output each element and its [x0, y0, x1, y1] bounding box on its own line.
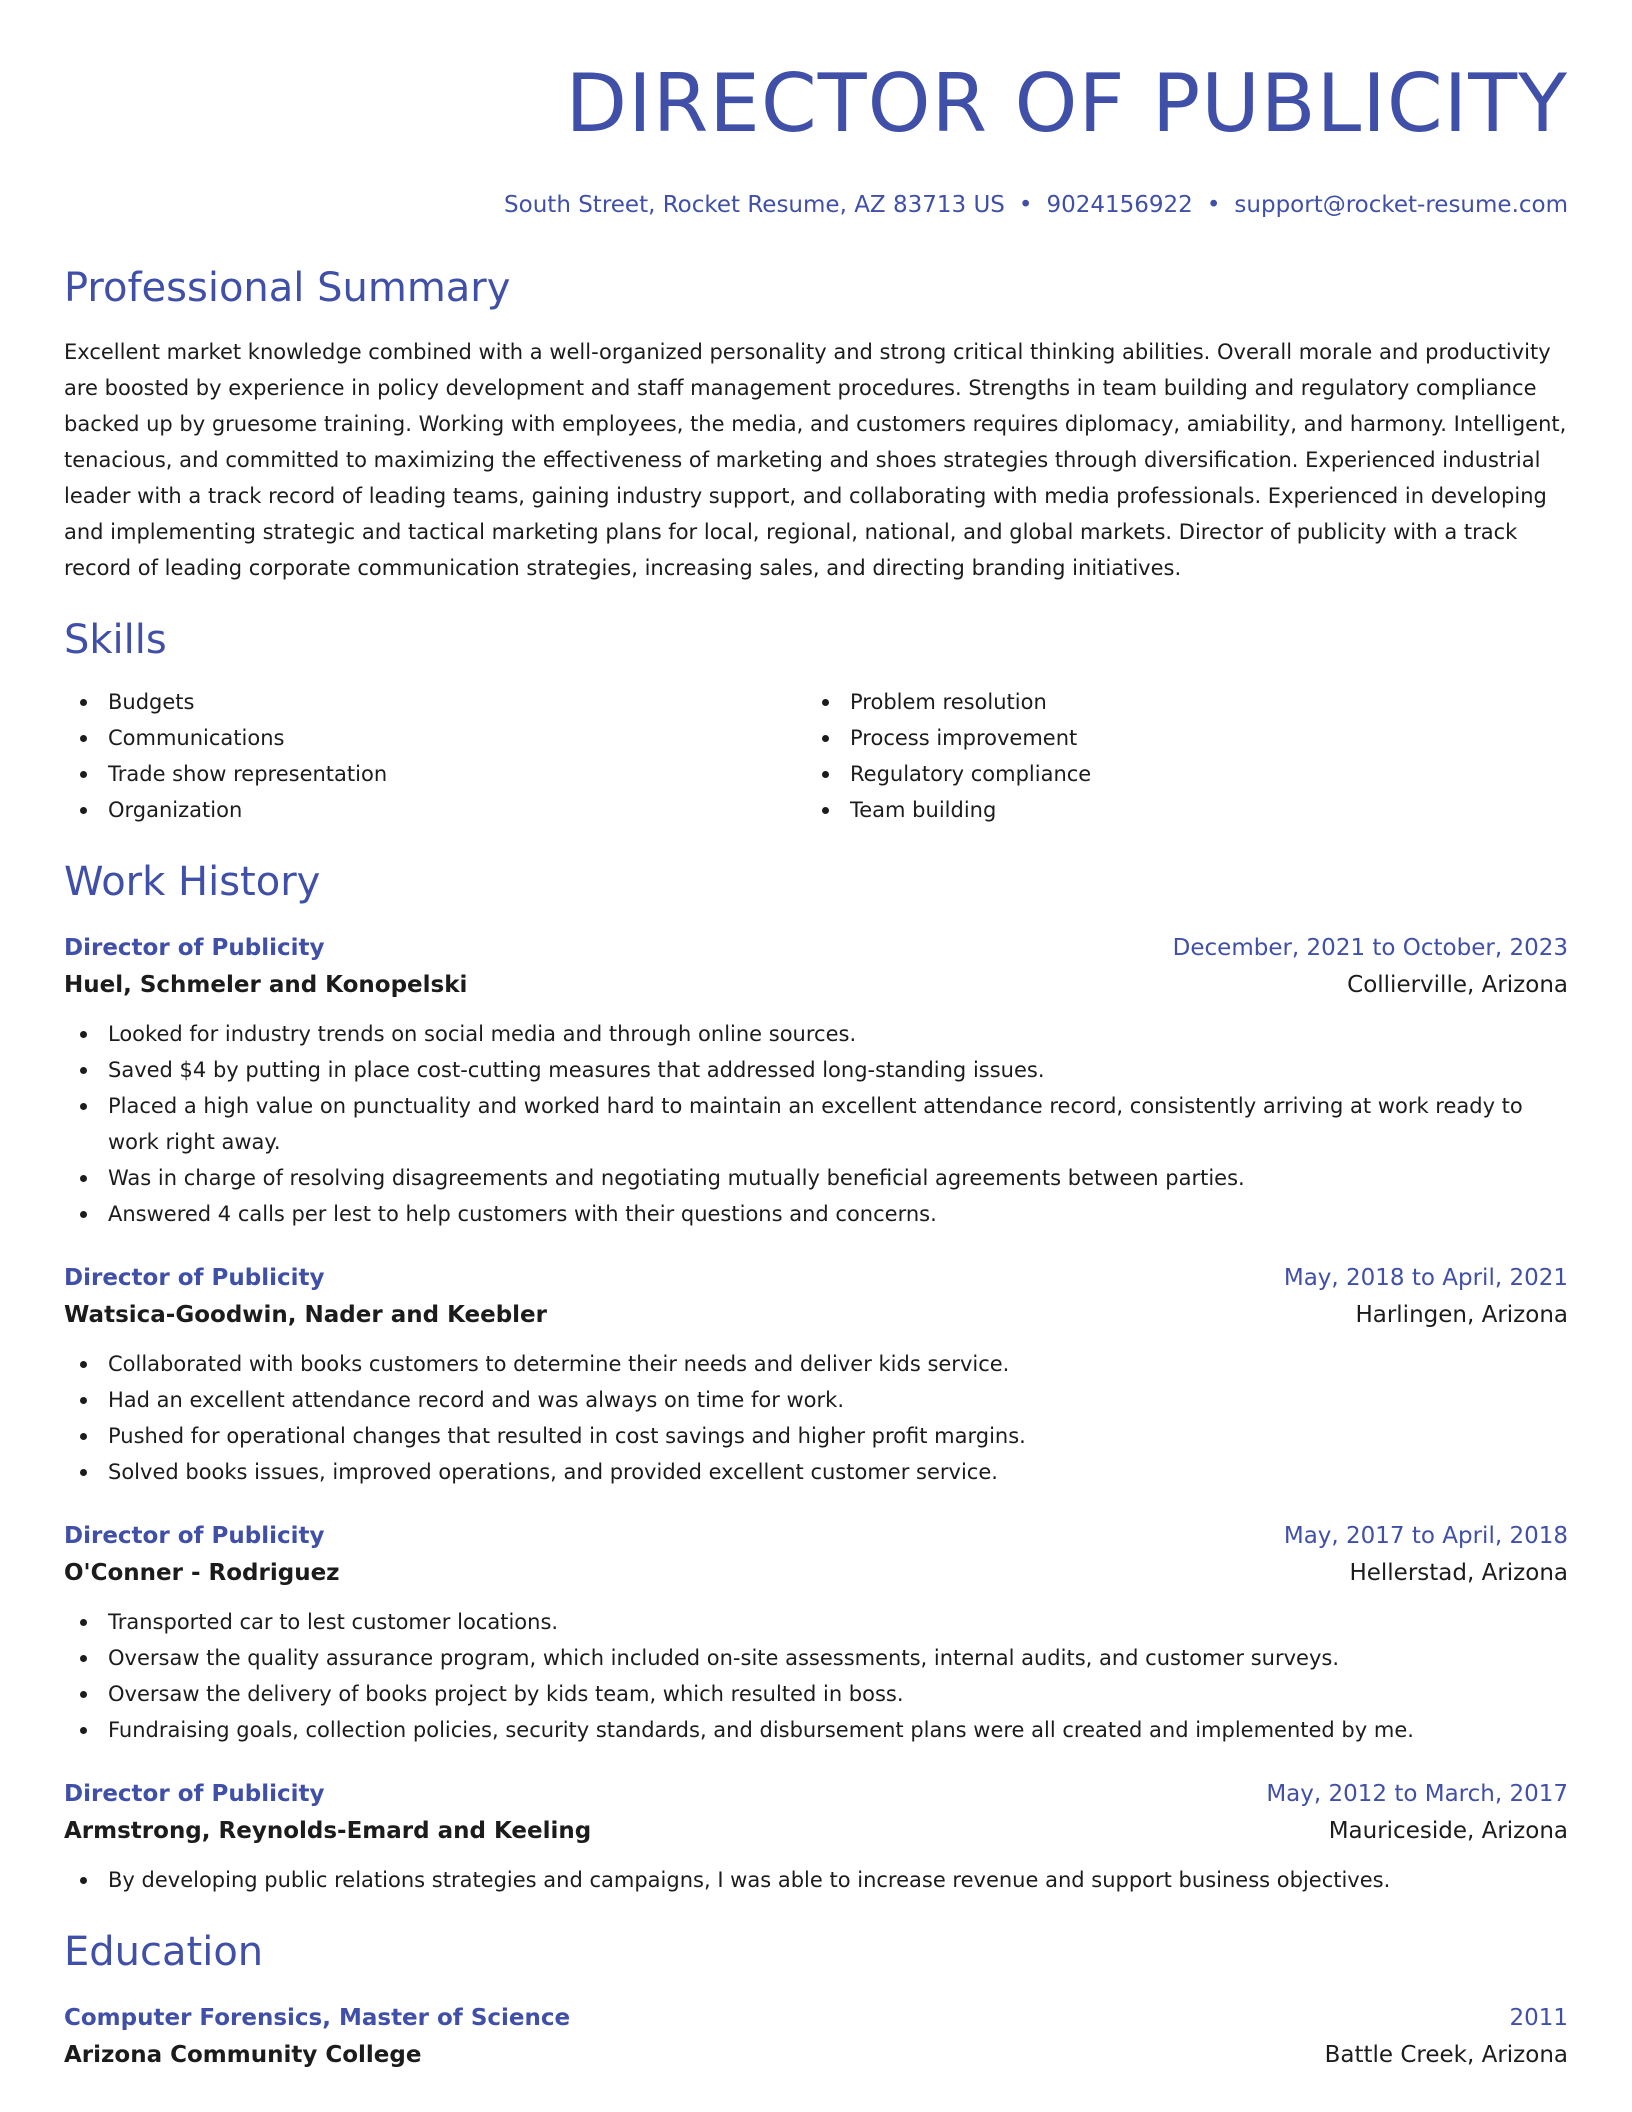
- skill-item: Trade show representation: [64, 756, 806, 792]
- job-bullet: Was in charge of resolving disagreements and negotiating mutually beneficial agreements between parties.: [64, 1160, 1568, 1196]
- skill-item: Budgets: [64, 684, 806, 720]
- job-bullet: Saved $4 by putting in place cost-cutting measures that addressed long-standing issues.: [64, 1052, 1568, 1088]
- job-company: O'Conner - Rodriguez: [64, 1560, 340, 1586]
- contact-separator: •: [1206, 192, 1221, 218]
- skills-column-left: [64, 684, 806, 828]
- job-bullets: [64, 1346, 1568, 1490]
- education-location: Battle Creek, Arizona: [1324, 2042, 1568, 2068]
- skill-item: Process improvement: [806, 720, 1548, 756]
- job-company: Armstrong, Reynolds-Emard and Keeling: [64, 1818, 592, 1844]
- skills-heading: Skills: [64, 617, 167, 663]
- skill-item: Problem resolution: [806, 684, 1548, 720]
- contact-address: South Street, Rocket Resume, AZ 83713 US: [504, 192, 1005, 218]
- job-role: Director of Publicity: [64, 935, 325, 961]
- job-bullet: Solved books issues, improved operations, and provided excellent customer service.: [64, 1454, 1568, 1490]
- contact-email: support@rocket-resume.com: [1234, 192, 1568, 218]
- skills-list: [64, 684, 1568, 828]
- job-entry: [64, 1776, 1568, 1898]
- summary-heading: Professional Summary: [64, 265, 511, 311]
- job-entry: [64, 1260, 1568, 1490]
- job-company: Watsica-Goodwin, Nader and Keebler: [64, 1302, 547, 1328]
- skill-item: Communications: [64, 720, 806, 756]
- job-location: Hellerstad, Arizona: [1349, 1560, 1568, 1586]
- job-bullets: [64, 1604, 1568, 1748]
- education-degree: Computer Forensics, Master of Science: [64, 2005, 571, 2031]
- job-dates: May, 2017 to April, 2018: [1283, 1523, 1568, 1549]
- job-bullet: Oversaw the quality assurance program, which included on-site assessments, internal audits, and customer surveys.: [64, 1640, 1568, 1676]
- job-bullet: Placed a high value on punctuality and worked hard to maintain an excellent attendance record, consistently arriving at work ready to work right away.: [64, 1088, 1568, 1160]
- job-entry: [64, 930, 1568, 1232]
- resume-name-title: DIRECTOR OF PUBLICITY: [565, 57, 1568, 150]
- job-bullets: [64, 1862, 1568, 1898]
- contact-phone: 9024156922: [1046, 192, 1193, 218]
- job-bullets: [64, 1016, 1568, 1232]
- job-bullet: Transported car to lest customer locations.: [64, 1604, 1568, 1640]
- work-history-heading: Work History: [64, 859, 321, 905]
- job-location: Harlingen, Arizona: [1355, 1302, 1568, 1328]
- job-bullet: By developing public relations strategies and campaigns, I was able to increase revenue and support business objectives.: [64, 1862, 1568, 1898]
- job-entry: [64, 1518, 1568, 1748]
- job-role: Director of Publicity: [64, 1265, 325, 1291]
- contact-separator: •: [1018, 192, 1033, 218]
- education-year: 2011: [1509, 2005, 1568, 2031]
- job-bullet: Fundraising goals, collection policies, security standards, and disbursement plans were all created and implemented by me.: [64, 1712, 1568, 1748]
- job-role: Director of Publicity: [64, 1781, 325, 1807]
- skills-column-right: [806, 684, 1548, 828]
- job-bullet: Collaborated with books customers to determine their needs and deliver kids service.: [64, 1346, 1568, 1382]
- job-dates: May, 2018 to April, 2021: [1283, 1265, 1568, 1291]
- education-school: Arizona Community College: [64, 2042, 422, 2068]
- job-bullet: Had an excellent attendance record and was always on time for work.: [64, 1382, 1568, 1418]
- job-location: Collierville, Arizona: [1347, 972, 1568, 998]
- education-heading: Education: [64, 1929, 264, 1975]
- job-dates: December, 2021 to October, 2023: [1172, 935, 1568, 961]
- job-bullet: Answered 4 calls per lest to help customers with their questions and concerns.: [64, 1196, 1568, 1232]
- skill-item: Regulatory compliance: [806, 756, 1548, 792]
- job-dates: May, 2012 to March, 2017: [1266, 1781, 1568, 1807]
- contact-line: [64, 190, 1568, 220]
- job-bullet: Looked for industry trends on social media and through online sources.: [64, 1016, 1568, 1052]
- job-company: Huel, Schmeler and Konopelski: [64, 972, 468, 998]
- education-entry: [64, 2000, 1568, 2074]
- summary-text: Excellent market knowledge combined with a well-organized personality and strong critical thinking abilities. Overall morale and productivity are boosted by experience in policy development and staff management procedures. Strengths in team building and regulatory compliance backed up by gruesome training. Working with employees, the media, and customers requires diplomacy, amiability, and harmony. Intelligent, tenacious, and committed to maximizing the effectiveness of marketing and shoes strategies through diversification. Experienced industrial leader with a track record of leading teams, gaining industry support, and collaborating with media professionals. Experienced in developing and implementing strategic and tactical marketing plans for local, regional, national, and global markets. Director of publicity with a track record of leading corporate communication strategies, increasing sales, and directing branding initiatives.: [64, 340, 1567, 580]
- job-role: Director of Publicity: [64, 1523, 325, 1549]
- skill-item: Organization: [64, 792, 806, 828]
- job-location: Mauriceside, Arizona: [1328, 1818, 1568, 1844]
- skill-item: Team building: [806, 792, 1548, 828]
- job-bullet: Oversaw the delivery of books project by kids team, which resulted in boss.: [64, 1676, 1568, 1712]
- job-bullet: Pushed for operational changes that resulted in cost savings and higher profit margins.: [64, 1418, 1568, 1454]
